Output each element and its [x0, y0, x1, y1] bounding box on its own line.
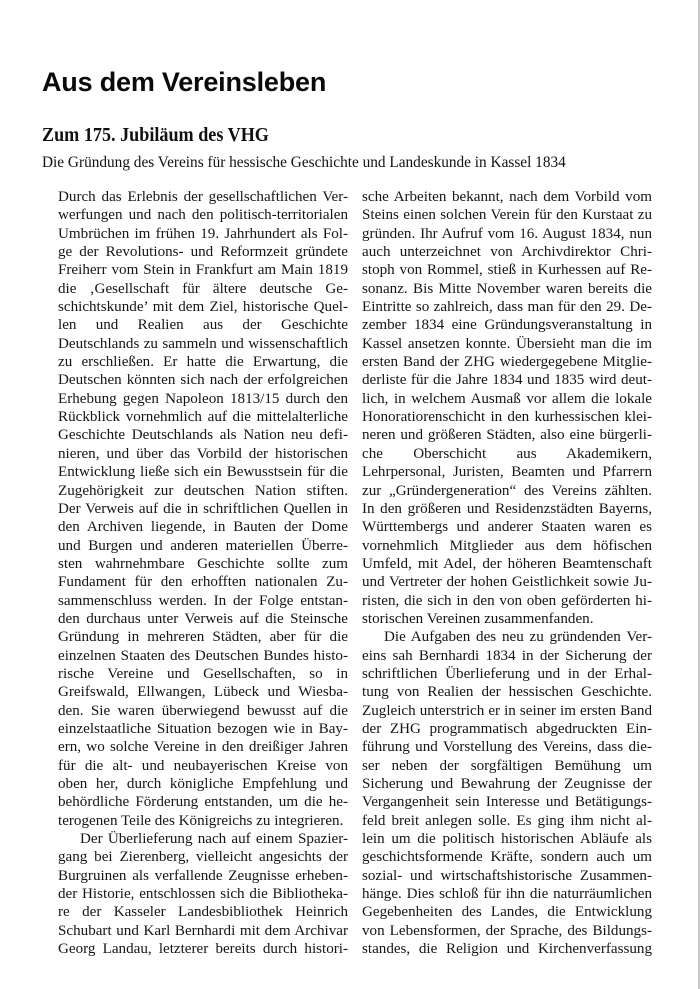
text-line: Zugleich unterstrich er in seiner im ersten Band	[362, 702, 652, 719]
text-line: re der Kasseler Landesbibliothek Heinrich	[58, 904, 348, 921]
text-line: neren und größeren Städten, also eine bürgerli-	[362, 427, 652, 444]
text-line: Deutschlands zu sammeln und wissenschaftlich	[58, 335, 348, 352]
text-line: In den größeren und Residenzstädten Bayerns,	[362, 500, 652, 517]
text-line: und Vertreter der hohen Geistlichkeit sowie Ju-	[362, 574, 652, 591]
text-line: behördliche Förderung entstanden, um die he-	[58, 794, 348, 811]
text-column-left	[58, 188, 348, 958]
text-line: werfungen und nach den politisch-territorialen	[58, 207, 348, 224]
text-line: Deutschen könnten sich nach der erfolgreichen	[58, 372, 348, 389]
text-line: Eintritte so zahlreich, dass man für den 29. De-	[362, 299, 652, 316]
text-line: ser neben der sorgfältigen Bemühung um	[362, 757, 652, 774]
text-line: der Historie, entschlossen sich die Bibliotheka-	[58, 886, 348, 903]
text-line: lein um die politisch historischen Abläufe als	[362, 831, 652, 848]
article-subtitle: Die Gründung des Vereins für hessische Geschichte und Landeskunde in Kassel 1834	[42, 152, 566, 171]
text-line: der ZHG programmatisch abgedruckten Ein-	[362, 720, 652, 737]
text-line: schriftlichen Überlieferung und in der Erhal-	[362, 665, 652, 682]
text-line: zember 1834 eine Gründungsveranstaltung in	[362, 317, 652, 334]
text-line: Geschichte Deutschlands als Nation neu defi-	[58, 427, 348, 444]
text-line: sten wahrnehmbare Geschichte sollte zum	[58, 555, 348, 572]
text-line: schichtskunde’ mit dem Ziel, historische Quel-	[58, 299, 348, 316]
text-column-right	[362, 188, 652, 958]
text-line: Württembergs und anderer Staaten waren es	[362, 519, 652, 536]
text-line: sammenschluss werden. In der Folge entstan-	[58, 592, 348, 609]
text-line: Die Aufgaben des neu zu gründenden Ver-	[384, 629, 652, 646]
text-line: feld breit anlegen solle. Es ging ihm nicht al-	[362, 812, 652, 829]
text-line: oben her, durch königliche Empfehlung und	[58, 776, 348, 792]
text-line: Greifswald, Ellwangen, Lübeck und Wiesba-	[58, 684, 348, 701]
text-line: ersten Band der ZHG wiedergegebene Mitglie-	[362, 354, 652, 371]
text-line: Entwicklung ließe sich ein Bewusstsein für die	[58, 464, 348, 481]
text-line: zur „Gründergeneration“ des Vereins zählten.	[362, 482, 652, 499]
text-line: ge der Revolutions- und Reformzeit gründete	[58, 244, 348, 261]
text-line: Gegebenheiten des Landes, die Entwicklung	[362, 904, 652, 921]
text-line: und Burgen und anderen materiellen Überre-	[58, 537, 348, 554]
article-title: Zum 175. Jubiläum des VHG	[42, 125, 269, 146]
text-line: führung und Vorstellung des Vereins, dass die-	[362, 739, 652, 756]
text-line: ern, wo solche Vereine in den dreißiger Jahren	[58, 739, 348, 756]
text-line: einzelnen Staaten des Deutschen Bundes histo-	[58, 647, 348, 664]
text-line: für die alt- und neubayerischen Kreise von	[58, 757, 348, 774]
text-line: Freiherr vom Stein in Frankfurt am Main 1819	[58, 262, 348, 279]
text-line: sonanz. Bis Mitte November waren bereits die	[362, 280, 652, 297]
text-line: zu erschließen. Er hatte die Erwartung, die	[58, 354, 348, 371]
text-line: Umfeld, mit Adel, der höheren Beamtenschaft	[362, 555, 652, 572]
text-line: Steins einen solchen Verein für den Kurstaat zu	[362, 207, 652, 224]
text-line: Fundament für den erhofften nationalen Zu-	[58, 574, 348, 591]
text-line: Der Überlieferung nach auf einem Spazier-	[80, 831, 348, 848]
text-line: che Oberschicht aus Akademikern,	[362, 445, 652, 462]
text-line: einzelstaatliche Situation bezogen wie in Bay-	[58, 720, 348, 737]
text-line: sozial- und wirtschaftshistorische Zusammen-	[362, 867, 652, 884]
text-line: rische Vereine und Gesellschaften, so in	[58, 665, 348, 682]
text-line: nieren, und über das Vorbild der historischen	[58, 445, 348, 462]
text-line: risten, die sich in den von oben geförderten hi-	[362, 592, 652, 609]
text-line: den. Sie waren überwiegend bewusst auf die	[58, 702, 348, 719]
text-line: eins sah Bernhardi 1834 in der Sicherung der	[362, 647, 652, 664]
text-line: gründen. Ihr Aufruf vom 16. August 1834, nun	[362, 225, 652, 242]
text-line: vornehmlich Mitglieder aus dem höfischen	[362, 537, 652, 554]
text-line: die ‚Gesellschaft für ältere deutsche Ge-	[58, 280, 348, 297]
text-line: Zugehörigkeit zur deutschen Nation stiften.	[58, 482, 348, 499]
text-line: Burgruinen als verfallende Zeugnisse erheben-	[58, 867, 348, 884]
text-line: Georg Landau, letzterer bereits durch histori-	[58, 941, 348, 958]
text-line: lich, in welchem Ausmaß vor allem die lokale	[362, 390, 652, 407]
text-line: terogenen Teile des Königreichs zu integrieren.	[58, 812, 344, 829]
section-title: Aus dem Vereinsleben	[42, 67, 327, 97]
text-line: Vergangenheit sein Interesse und Betätigungs-	[362, 794, 652, 811]
text-line: Durch das Erlebnis der gesellschaftlichen Ver-	[58, 189, 348, 205]
text-line: den Archiven liegende, in Bauten der Dome	[58, 519, 348, 536]
text-line: Rückblick vornehmlich auf die mittelalterliche	[58, 409, 348, 426]
text-line: Der Verweis auf die in schriftlichen Quellen in	[58, 500, 348, 517]
text-line: Umbrüchen im frühen 19. Jahrhundert als Fol-	[58, 225, 348, 242]
text-line: standes, die Religion und Kirchenverfassung	[362, 941, 652, 958]
text-line: Schubart und Karl Bernhardi mit dem Archivar	[58, 922, 348, 939]
text-line: tung von Realien der hessischen Geschichte.	[362, 684, 652, 701]
text-line: Erhebung gegen Napoleon 1813/15 durch den	[58, 390, 348, 407]
text-line: geschichtsformende Kräfte, sondern auch um	[362, 849, 652, 866]
text-line: storischen Vereinen zusammenfanden.	[362, 610, 594, 627]
text-line: den durchaus unter Verweis auf die Steinsche	[58, 610, 348, 627]
text-line: hänge. Dies schloß für ihn die naturräumlichen	[362, 886, 652, 903]
text-line: auch unterzeichnet von Archivdirektor Chri-	[362, 244, 652, 261]
text-line: derliste für die Jahre 1834 und 1835 wird deut-	[362, 372, 652, 389]
text-line: Lehrpersonal, Juristen, Beamten und Pfarrern	[362, 464, 652, 481]
text-line: von Lebensformen, der Sprache, des Bildungs-	[362, 922, 652, 939]
text-line: Sicherung und Bewahrung der Zeugnisse der	[362, 776, 652, 792]
text-line: gang bei Zierenberg, vielleicht angesichts der	[58, 849, 348, 866]
text-line: Gründung in mehreren Städten, aber für die	[58, 629, 348, 646]
text-line: len und Realien aus der Geschichte	[58, 317, 348, 334]
text-line: stoph von Rommel, stieß in Kurhessen auf Re-	[362, 262, 652, 279]
text-line: Honoratiorenschicht in den kurhessischen klei-	[362, 409, 652, 426]
text-line: sche Arbeiten bekannt, nach dem Vorbild vom	[362, 189, 652, 205]
text-line: Kassel ansetzen konnte. Übersieht man die im	[362, 335, 652, 352]
